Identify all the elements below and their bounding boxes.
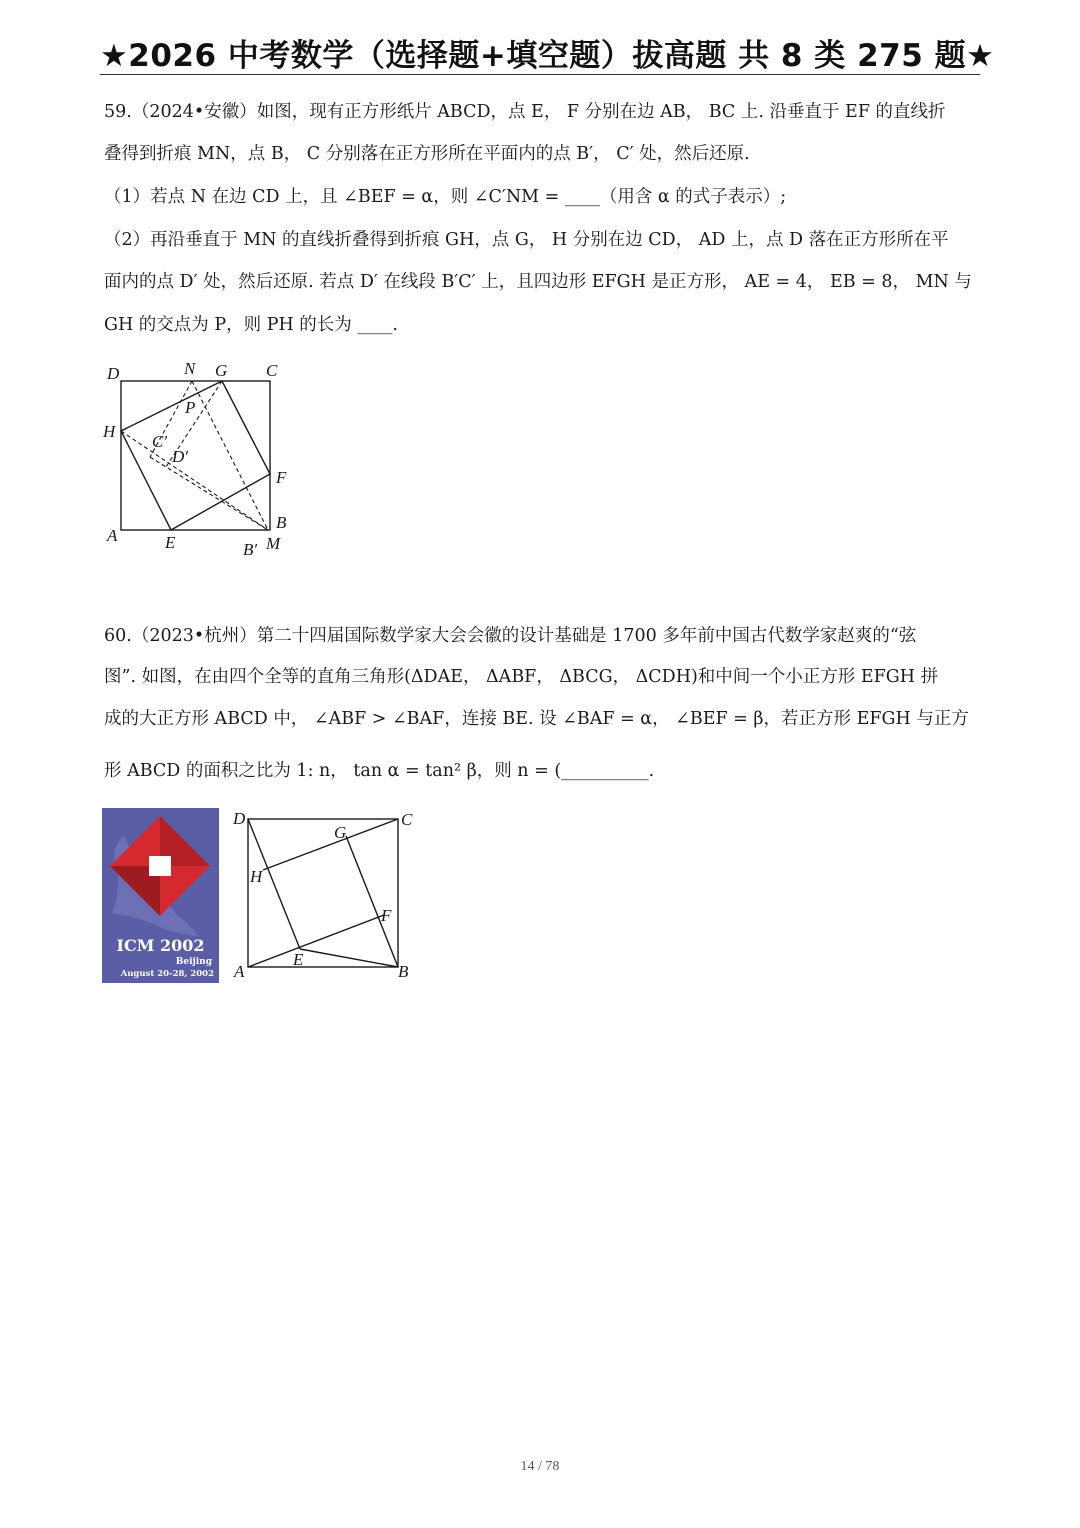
label-b: B bbox=[398, 962, 409, 981]
label-p: P bbox=[185, 398, 196, 417]
segment-bg bbox=[346, 836, 398, 967]
label-f: F bbox=[381, 906, 392, 925]
label-g: G bbox=[334, 823, 347, 842]
label-h: H bbox=[250, 867, 263, 886]
label-g: G bbox=[215, 361, 228, 380]
label-e: E bbox=[293, 950, 304, 969]
problem-59-line-3: （1）若点 N 在边 CD 上，且 ∠BEF = α，则 ∠C′NM = ____（用含 α 的式子表示）; bbox=[104, 187, 787, 207]
problem-59-line-4: （2）再沿垂直于 MN 的直线折叠得到折痕 GH，点 G， H 分别在边 CD， AD 上，点 D 落在正方形所在平 bbox=[104, 230, 949, 250]
icm-logo-dates: August 20-28, 2002 bbox=[120, 969, 214, 979]
square-abcd bbox=[121, 381, 270, 530]
label-f: F bbox=[276, 468, 287, 487]
label-d: D bbox=[233, 809, 246, 828]
label-n: N bbox=[184, 359, 196, 378]
label-m: M bbox=[266, 534, 281, 553]
label-d-prime: D′ bbox=[172, 447, 188, 466]
problem-60-figure bbox=[228, 805, 423, 989]
square-abcd bbox=[248, 819, 398, 967]
problem-59-line-6: GH 的交点为 P，则 PH 的长为 ____. bbox=[104, 315, 398, 335]
problem-59-line-2: 叠得到折痕 MN，点 B， C 分别落在正方形所在平面内的点 B′， C′ 处，然后还原. bbox=[104, 144, 750, 164]
label-b: B bbox=[276, 513, 287, 532]
icm-logo-title: ICM 2002 bbox=[116, 936, 205, 955]
problem-59-figure bbox=[100, 355, 300, 564]
label-a: A bbox=[234, 962, 245, 981]
problem-59-line-5: 面内的点 D′ 处，然后还原. 若点 D′ 在线段 B′C′ 上，且四边形 EFGH 是正方形， AE = 4， EB = 8， MN 与 bbox=[104, 272, 972, 292]
page-number: 14 / 78 bbox=[520, 1459, 560, 1474]
square-efgh bbox=[121, 381, 270, 530]
label-c-prime: C′ bbox=[152, 432, 168, 451]
problem-60-line-1: 60.（2023•杭州）第二十四届国际数学家大会会徽的设计基础是 1700 多年前中国古代数学家赵爽的“弦 bbox=[104, 626, 917, 646]
header-rule bbox=[100, 74, 980, 75]
icm-2002-logo bbox=[102, 808, 219, 983]
label-a: A bbox=[107, 526, 118, 545]
segment-af bbox=[248, 915, 384, 967]
problem-60-line-3: 成的大正方形 ABCD 中， ∠ABF > ∠BAF，连接 BE. 设 ∠BAF = α， ∠BEF = β，若正方形 EFGH 与正方 bbox=[104, 709, 969, 729]
problem-60-line-2: 图”. 如图，在由四个全等的直角三角形(ΔDAE， ΔABF， ΔBCG， ΔCDH)和中间一个小正方形 EFGH 拼 bbox=[104, 667, 939, 687]
page-header-title: ★2026 中考数学（选择题+填空题）拔高题 共 8 类 275 题★ bbox=[100, 38, 995, 74]
label-h: H bbox=[103, 422, 116, 441]
segment-b1c1 bbox=[150, 457, 268, 530]
label-c: C bbox=[266, 361, 278, 380]
segment-ch bbox=[263, 819, 398, 870]
label-d: D bbox=[107, 364, 120, 383]
label-e: E bbox=[165, 533, 176, 552]
crease-mn bbox=[192, 381, 268, 530]
label-b-prime: B′ bbox=[243, 540, 258, 559]
segment-be bbox=[300, 949, 398, 967]
problem-59-line-1: 59.（2024•安徽）如图，现有正方形纸片 ABCD，点 E， F 分别在边 AB， BC 上. 沿垂直于 EF 的直线折 bbox=[104, 102, 946, 122]
icm-logo-city: Beijing bbox=[175, 957, 212, 967]
label-c: C bbox=[401, 810, 413, 829]
problem-60-line-4: 形 ABCD 的面积之比为 1: n， tan α = tan² β，则 n = (__________. bbox=[104, 761, 655, 781]
fold-line-b bbox=[121, 431, 268, 530]
